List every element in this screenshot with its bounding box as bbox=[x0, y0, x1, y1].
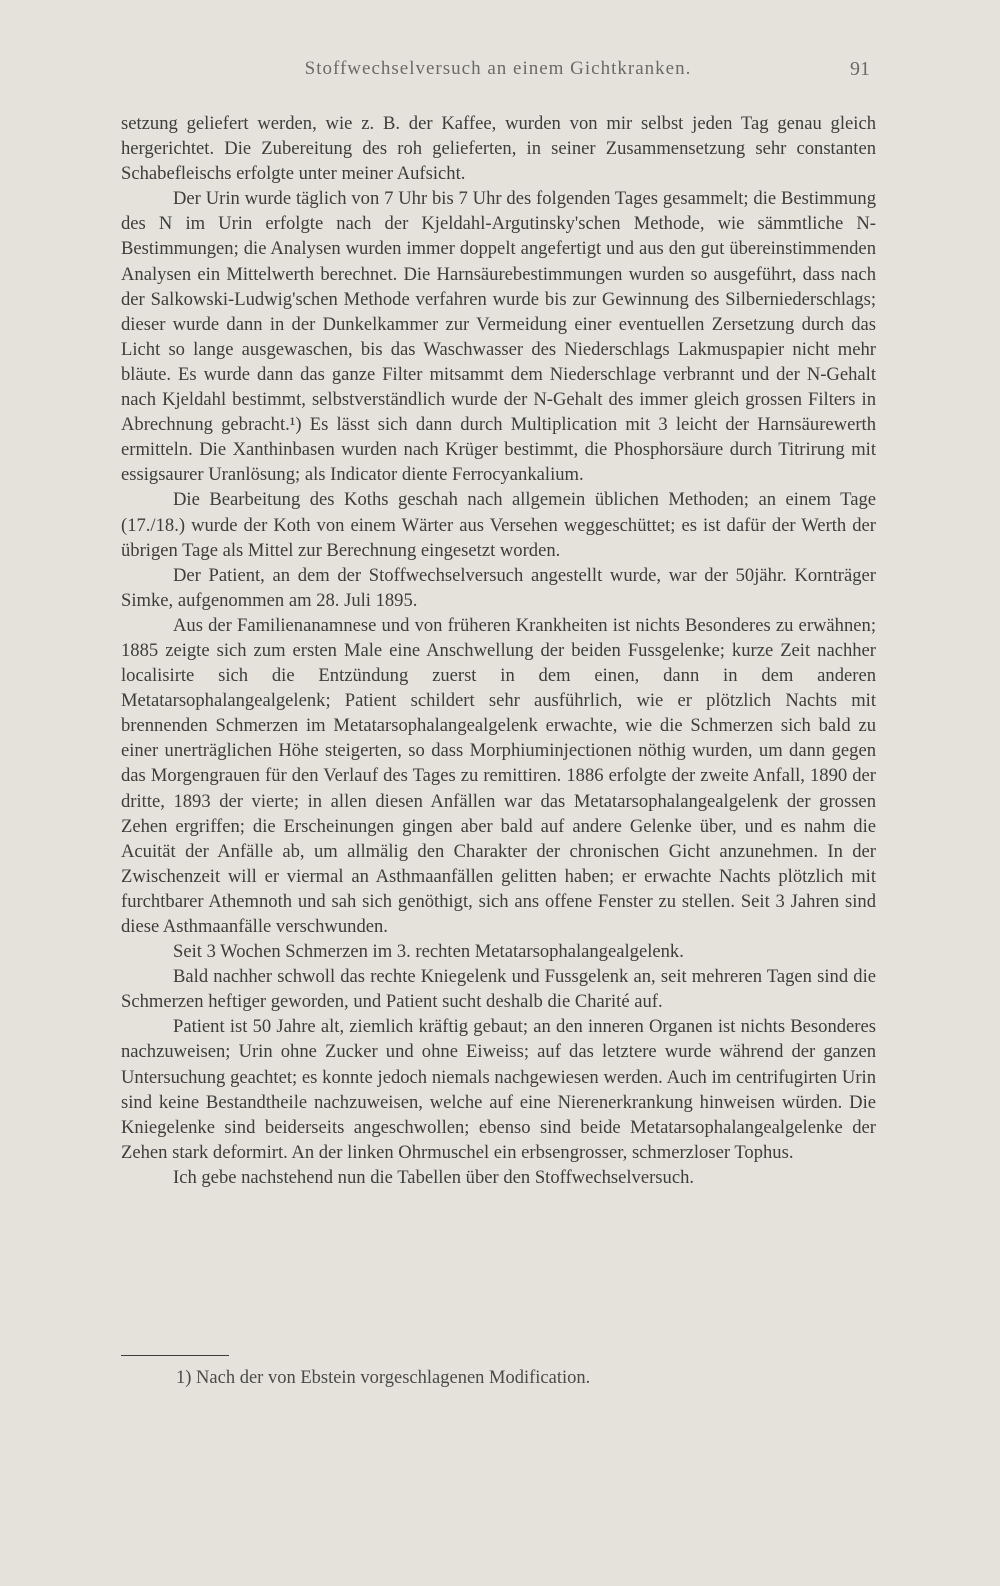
paragraph-knee: Bald nachher schwoll das rechte Kniegelenk und Fussgelenk an, seit mehreren Tagen sind die Schmerzen heftiger geworden, und Patient sucht deshalb die Charité auf. bbox=[121, 966, 876, 1013]
paragraph-tables-intro: Ich gebe nachstehend nun die Tabellen über den Stoffwechselversuch. bbox=[173, 1166, 695, 1188]
footnote: 1) Nach der von Ebstein vorgeschlagenen Modification. bbox=[176, 1368, 591, 1388]
paragraph-current-pain: Seit 3 Wochen Schmerzen im 3. rechten Metatarsophalangealgelenk. bbox=[173, 941, 684, 963]
page-number: 91 bbox=[850, 58, 870, 80]
paragraph-continuation: setzung geliefert werden, wie z. B. der Kaffee, wurden von mir selbst jeden Tag genau gleich hergerichtet. Die Zubereitung des roh gelieferten, in seiner Zusammensetzung sehr constanten Schabefleischs erfolgte unter meiner Aufsicht. bbox=[121, 113, 876, 185]
paragraph-anamnese: Aus der Familienanamnese und von früheren Krankheiten ist nichts Besonderes zu erwähnen; 1885 zeigte sich zum ersten Male eine Anschwellung der beiden Fussgelenke; kurze Zeit nachher localisirte sich die Entzündung zuerst in dem einen, dann in dem anderen Metatarsophalangealgelenk; Patient schildert sehr ausführlich, wie er plötzlich Nachts mit brennenden Schmerzen im Metatarsophalangealgelenk erwachte, wie die Schmerzen sich bald zu einer unerträglichen Höhe steigerten, so dass Morphiuminjectionen nöthig wurden, um dann gegen das Morgengrauen für den Verlauf des Tages zu remittiren. 1886 erfolgte der zweite Anfall, 1890 der dritte, 1893 der vierte; in allen diesen Anfällen war das Metatarsophalangealgelenk der grossen Zehen ergriffen; die Erscheinungen gingen aber bald auf andere Gelenke über, und es nahm die Acuität der Anfälle ab, um allmälig den Charakter der chronischen Gicht anzunehmen. In der Zwischenzeit will er viermal an Asthmaanfällen gelitten haben; er erwachte Nachts plötzlich mit furchtbarer Athemnoth und sah sich genöthigt, sich ans offene Fenster zu stellen. Seit 3 Jahren sind diese Asthmaanfälle verschwunden. bbox=[121, 614, 876, 937]
paragraph-koth: Die Bearbeitung des Koths geschah nach allgemein üblichen Methoden; an einem Tage (17./18.) wurde der Koth von einem Wärter aus Versehen weggeschüttet; es ist dafür der Werth der übrigen Tage als Mittel zur Berechnung eingesetzt worden. bbox=[121, 489, 876, 561]
page-header bbox=[122, 58, 874, 88]
paragraph-patient: Der Patient, an dem der Stoffwechselversuch angestellt wurde, war der 50jähr. Kornträger Simke, aufgenommen am 28. Juli 1895. bbox=[121, 564, 876, 611]
footnote-divider bbox=[121, 1355, 229, 1356]
paragraph-methods: Der Urin wurde täglich von 7 Uhr bis 7 Uhr des folgenden Tages gesammelt; die Bestimmung des N im Urin erfolgte nach der Kjeldahl-Argutinsky'schen Methode, wie sämmtliche N-Bestimmungen; die Analysen wurden immer doppelt angefertigt und aus den gut übereinstimmenden Analysen ein Mittelwerth berechnet. Die Harnsäurebestimmungen wurden so ausgeführt, dass nach der Salkowski-Ludwig'schen Methode verfahren wurde bis zur Gewinnung des Silberniederschlags; dieser wurde dann in der Dunkelkammer zur Vermeidung einer eventuellen Zersetzung durch das Licht so lange ausgewaschen, bis das Waschwasser des Niederschlags Lakmuspapier nicht mehr bläute. Es wurde dann das ganze Filter mitsammt dem Niederschlage verbrannt und der N-Gehalt nach Kjeldahl bestimmt, selbstverständlich wurde der N-Gehalt des immer gleich grossen Filters in Abrechnung gebracht.¹) Es lässt sich dann durch Multiplication mit 3 leicht der Harnsäurewerth ermitteln. Die Xanthinbasen wurden nach Krüger bestimmt, die Phosphorsäure durch Titrirung mit essigsaurer Uranlösung; als Indicator diente Ferrocyankalium. bbox=[121, 188, 876, 486]
running-title: Stoffwechselversuch an einem Gichtkranken. bbox=[304, 58, 692, 79]
paragraph-status: Patient ist 50 Jahre alt, ziemlich kräftig gebaut; an den inneren Organen ist nichts Besonderes nachzuweisen; Urin ohne Zucker und ohne Eiweiss; auf das letztere wurde während der ganzen Untersuchung geachtet; es konnte jedoch niemals nachgewiesen werden. Auch im centrifugirten Urin sind keine Bestandtheile nachzuweisen, welche auf eine Nierenerkrankung hinweisen würden. Die Kniegelenke sind beiderseits angeschwollen; ebenso sind beide Metatarsophalangealgelenke der Zehen stark deformirt. An der linken Ohrmuschel ein erbsengrosser, schmerzloser Tophus. bbox=[121, 1016, 876, 1163]
body-text bbox=[121, 111, 876, 1190]
